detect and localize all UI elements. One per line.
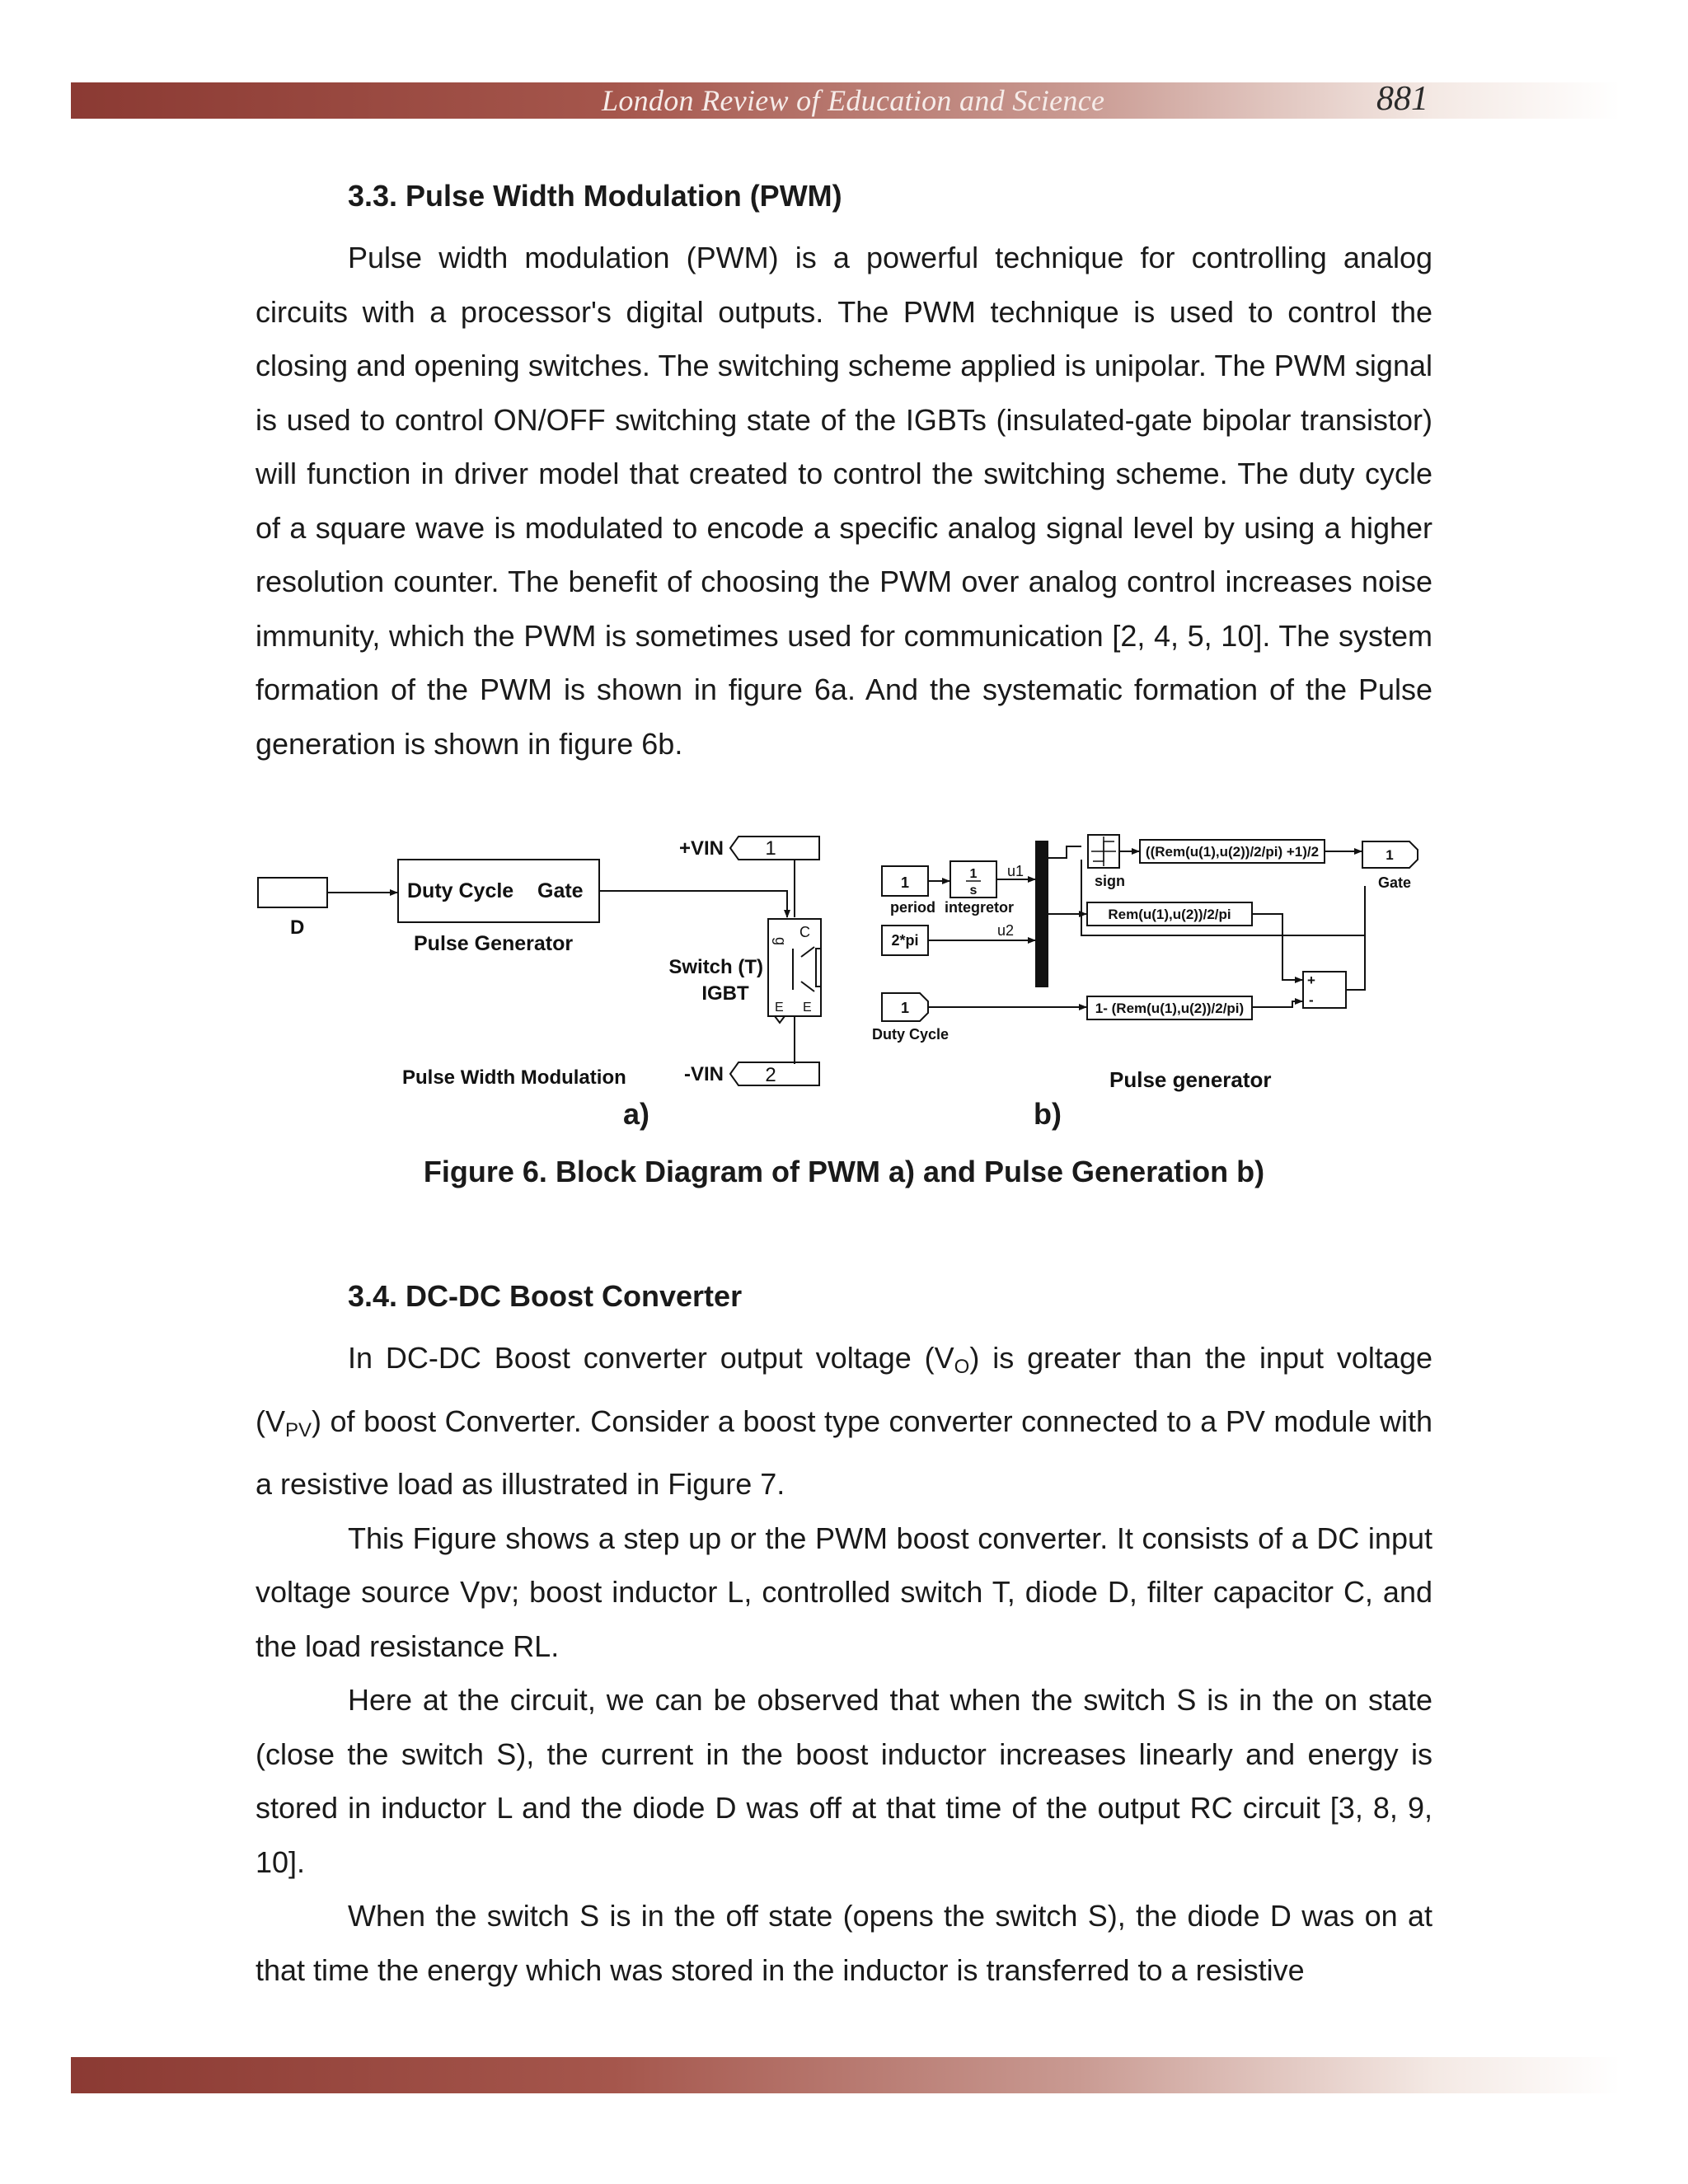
section-heading-pwm: 3.3. Pulse Width Modulation (PWM): [348, 179, 842, 213]
figure-6a-letter: a): [623, 1097, 650, 1131]
input-d-block: [258, 878, 327, 907]
igbt-c-label: C: [799, 924, 810, 940]
boost-p1-part-a: In DC-DC Boost converter output voltage (V: [348, 1341, 954, 1375]
boost-p1-part-b: ) is greater than the input voltage (V: [256, 1341, 1432, 1438]
igbt-measure-port: [775, 1016, 785, 1023]
boost-paragraph-2: This Figure shows a step up or the PWM boost converter. It consists of a DC input voltage source Vpv; boost inductor L, controlled switch T, diode D, filter capacitor C, and the load resistance RL.: [256, 1521, 1432, 1663]
duty-cycle-label: Duty Cycle: [872, 1026, 950, 1043]
gate-port-number: 1: [1386, 847, 1394, 863]
pulse-block-out-label: Gate: [537, 879, 584, 902]
figure-6b-letter: b): [1034, 1097, 1062, 1131]
mux-block: [1036, 841, 1048, 987]
page-number: 881: [1376, 80, 1428, 118]
pulse-generator-caption: Pulse Generator: [414, 932, 574, 955]
boost-p1-part-c: ) of boost Converter. Consider a boost type converter connected to a PV module with a resistive load as illustrated in Figure 7.: [256, 1404, 1432, 1501]
footer-bar: [71, 2057, 1620, 2093]
figure-6-diagram: [256, 825, 1432, 1122]
wire-sum-out: [1346, 886, 1365, 990]
igbt-diode-body: [816, 949, 821, 987]
section-34: [256, 1273, 1432, 1997]
sign-label: sign: [1095, 873, 1126, 889]
igbt-e2-label: E: [803, 1001, 812, 1015]
igbt-emitter-line: [801, 982, 814, 991]
input-d-label: D: [290, 916, 305, 939]
switch-label: Switch (T): [668, 956, 763, 978]
integrator-denominator: s: [969, 883, 978, 898]
fcn3-expression: 1- (Rem(u(1),u(2))/2/pi): [1095, 1001, 1245, 1016]
u2-label: u2: [997, 922, 1015, 939]
switch-sublabel: IGBT: [701, 982, 749, 1005]
page-content: [256, 173, 1432, 1997]
vin-plus-port-number: 1: [765, 837, 776, 860]
vpv-subscript: PV: [285, 1418, 312, 1441]
wire-fcn2-sum: [1252, 914, 1301, 980]
vin-minus-port-number: 2: [765, 1064, 776, 1086]
figure-6: [256, 825, 1432, 1254]
period-label: period: [890, 899, 936, 916]
wire-fcn3-sum: [1252, 1001, 1301, 1007]
period-value: 1: [900, 874, 910, 891]
boost-paragraph-4: When the switch S is in the off state (opens the switch S), the diode D was on at that time the energy which was stored in the inductor is transferred to a resistive: [256, 1899, 1432, 1987]
u1-label: u1: [1007, 863, 1025, 879]
igbt-g-label: g: [772, 937, 789, 946]
section-heading-boost: 3.4. DC-DC Boost Converter: [348, 1279, 743, 1313]
boost-paragraph-1: [256, 1331, 1432, 1511]
vo-subscript: O: [954, 1356, 970, 1378]
duty-cycle-port-value: 1: [900, 1000, 910, 1016]
pulse-block-in-label: Duty Cycle: [407, 879, 514, 902]
integrator-numerator: 1: [969, 867, 978, 881]
pulse-generator-subsystem-label: Pulse generator: [1109, 1067, 1272, 1092]
boost-paragraph-3: Here at the circuit, we can be observed that when the switch S is in the on state (close the switch S), the current in the boost inductor increases linearly and energy is stored in inductor L and the diode D was off at that time of the output RC circuit [3, 8, 9, 10].: [256, 1683, 1432, 1879]
wire-gate: [599, 891, 787, 911]
vin-minus-label: -VIN: [684, 1063, 724, 1085]
fcn1-expression: ((Rem(u(1),u(2))/2/pi) +1)/2: [1145, 844, 1320, 860]
wire-mux-sign: [1048, 846, 1081, 858]
integrator-label: integretor: [945, 899, 1015, 916]
gate-label: Gate: [1378, 874, 1412, 891]
journal-title: London Review of Education and Science: [602, 84, 1105, 117]
fcn2-expression: Rem(u(1),u(2))/2/pi: [1108, 907, 1231, 922]
sum-minus-sign: -: [1309, 992, 1314, 1008]
vin-plus-label: +VIN: [678, 837, 724, 860]
two-pi-value: 2*pi: [891, 932, 919, 949]
igbt-collector-line: [801, 947, 814, 957]
pwm-subsystem-label: Pulse Width Modulation: [402, 1066, 626, 1089]
figure-6-caption: Figure 6. Block Diagram of PWM a) and Pulse Generation b): [423, 1155, 1265, 1188]
igbt-e-label: E: [775, 1001, 784, 1015]
sum-plus-sign: +: [1307, 972, 1315, 988]
pwm-paragraph: Pulse width modulation (PWM) is a powerful technique for controlling analog circuits with a processor's digital outputs. The PWM technique is used to control the closing and opening switches. The switching scheme applied is unipolar. The PWM signal is used to control ON/OFF switching state of the IGBTs (insulated-gate bipolar transistor) will function in driver model that created to control the switching scheme. The duty cycle of a square wave is modulated to encode a specific analog signal level by using a higher resolution counter. The benefit of choosing the PWM over analog control increases noise immunity, which the PWM is sometimes used for communication [2, 4, 5, 10]. The system formation of the PWM is shown in figure 6a. And the systematic formation of the Pulse generation is shown in figure 6b.: [256, 241, 1432, 761]
